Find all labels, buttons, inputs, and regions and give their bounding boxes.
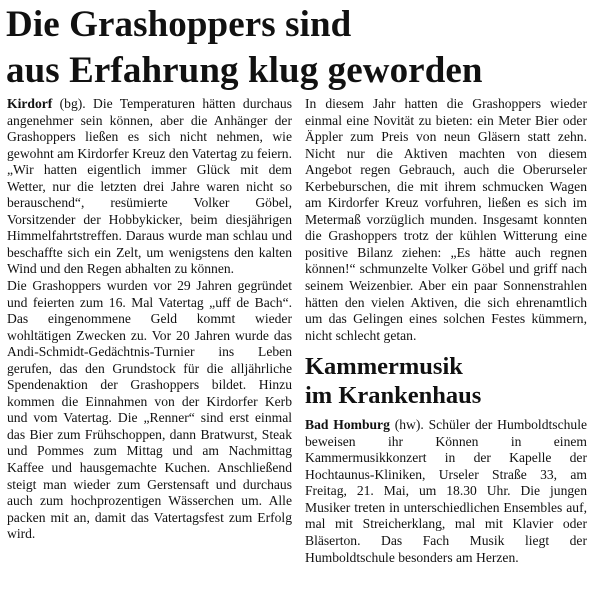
article-headline xyxy=(6,2,590,94)
article-paragraph-2: Die Grashoppers wurden vor 29 Jahren gegründet und feierten zum 16. Mal Vatertag „uff de Bach“. Das eingenommene Geld kommt wieder wohltätigen Zwecken zu. Vor 20 Jahren wurde das Andi-Schmidt-Gedächtnis-Turnier ins Leben gerufen, das den Grundstock für die alljährliche Spendenaktion der Grashoppers bildet. Hinzu kommen die Einnahmen von der Kirdorfer Kerb und vom Vatertag. Die „Renner“ sind erst einmal das Bier zum Frühschoppen, dann Bratwurst, Steak und Pommes zum Mittag und am Nachmittag Kaffee und hausgemachte Kuchen. Anschließend steigt man wieder zum Gerstensaft und durchaus auch zum hochprozentigen Wässerchen um. Alle packen mit an, damit das Vatertagsfest zum Erfolg wird. xyxy=(7,278,292,542)
paragraph-text: (bg). Die Temperaturen hätten durchaus angenehmer sein können, aber die Anhänger der Grashoppers ließen es sich nicht nehmen, wie gewohnt am Kirdorfer Kreuz den Vatertag zu feiern. „Wir hatten eigentlich immer Glück mit dem Wetter, nur die letzten drei Jahre waren nicht so berauschend“, resümierte Volker Göbel, Vorsitzender der Hobbykicker, beim diesjährigen Himmelfahrtstreffen. Daraus wurde man schlau und beschaffte sich ein Zelt, um wenigstens den kalten Wind und den Regen abhalten zu können. xyxy=(7,96,292,277)
left-column xyxy=(7,96,292,543)
article-paragraph-3: In diesem Jahr hatten die Grashoppers wieder einmal eine Novität zu bieten: ein Meter Bier oder Äppler zum Preis von neun Gläsern statt zehn. Nicht nur die Aktiven machten von diesem Angebot regen Gebrauch, auch die Oberurseler Kerbeburschen, die mit ihrem schmucken Wagen am Kirdorfer Kreuz vorfuhren, ließen es sich im Metermaß vorzüglich munden. Insgesamt konnten die Grashoppers trotz der kühlen Witterung eine positive Bilanz ziehen: „Es hätte auch regnen können!“ schmunzelte Volker Göbel und griff nach seinem Weizenbier. Aber ein paar Sonnenstrahlen hätten den vielen Aktiven, die sich ehrenamtlich um das Gelingen eines solchen Festes kümmern, nicht schlecht getan. xyxy=(305,96,587,343)
dateline: Kirdorf xyxy=(7,96,53,111)
article-paragraph-1 xyxy=(7,96,292,278)
second-headline-line-1: Kammermusik xyxy=(305,353,463,381)
right-column xyxy=(305,96,587,566)
second-dateline: Bad Homburg xyxy=(305,417,390,433)
second-headline-line-2: im Krankenhaus xyxy=(305,382,482,410)
headline-line-2: aus Erfahrung klug geworden xyxy=(6,50,483,91)
second-paragraph-text: (hw). Schüler der Humboldtschule beweisen ihr Können in einem Kammermusikkonzert in der Kapelle der Hochtaunus-Kliniken, Urseler Straße 33, am Freitag, 21. Mai, um 18.30 Uhr. Die jungen Musiker treten in unterschiedlichen Ensembles auf, mal mit Streicherklang, mal mit Klavier oder Bläserton. Das Fach Musik liegt der Humboldtschule besonders am Herzen. xyxy=(305,417,588,565)
second-article-paragraph xyxy=(305,417,587,566)
headline-line-1: Die Grashoppers sind xyxy=(6,4,352,45)
second-article-headline xyxy=(305,352,587,410)
